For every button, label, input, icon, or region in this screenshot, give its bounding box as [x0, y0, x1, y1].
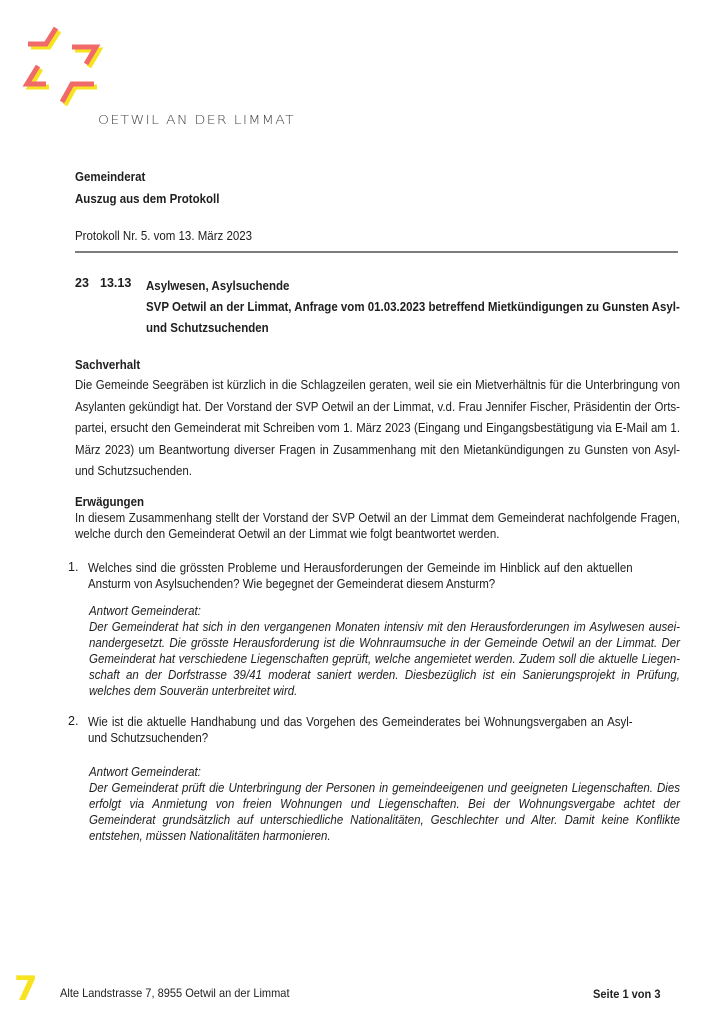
- question-number: 2.: [68, 714, 79, 728]
- page-number: Seite 1 von 3: [593, 987, 661, 1001]
- section-heading: Sachverhalt: [75, 358, 141, 372]
- header-divider: [75, 251, 678, 253]
- section-sachverhalt: [75, 355, 680, 483]
- answer-1: [89, 603, 680, 699]
- document-type: Auszug aus dem Protokoll: [75, 192, 220, 206]
- issuing-body: Gemeinderat: [75, 170, 146, 184]
- answer-label: Antwort Gemeinderat:: [89, 604, 201, 618]
- protocol-reference: Protokoll Nr. 5. vom 13. März 2023: [75, 229, 253, 243]
- question-text: Wie ist die aktuelle Handhabung und das Vorgehen des Gemeinderates bei Wohnungsvergaben an Asyl- und Schutzsuchenden?: [88, 715, 633, 745]
- logo-wordmark: OETWIL AN DER LIMMAT: [98, 112, 295, 127]
- agenda-item-number: 23: [75, 276, 89, 290]
- answer-label: Antwort Gemeinderat:: [89, 765, 201, 779]
- agenda-item-title: Asylwesen, Asylsuchende: [146, 279, 290, 293]
- section-body: In diesem Zusammenhang stellt der Vorstand der SVP Oetwil an der Limmat dem Gemeinderat nachfolgende Fragen, welche durch den Gemeinderat Oetwil an der Limmat wie folgt beantwortet werden.: [75, 511, 681, 541]
- section-body: Die Gemeinde Seegräben ist kürzlich in die Schlagzeilen geraten, weil sie ein Mietverhältnis für die Unterbringung von Asylanten gekündigt hat. Der Vorstand der SVP Oetwil an der Limmat, v.d. Frau Jennifer Fischer, Präsidentin der Orts-partei, ersucht den Gemeinderat mit Schreiben vom 1. März 2023 (Eingang und Eingangsbestätigung via E-Mail am 1. März 2023) um Beantwortung diverser Fragen in Zusammenhang mit den Mietankündigungen zu Gunsten von Asyl- und Schutzsuchenden.: [75, 378, 681, 478]
- answer-text: Der Gemeinderat prüft die Unterbringung der Personen in gemeindeeigenen und geeigneten Liegenschaften. Dies erfolgt via Anmietung von freien Wohnungen und Liegenschaften. Bei der Wohnungsvergabe achtet der Gemeinderat grundsätzlich auf unterschiedliche Nationalitäten, Geschlechter und Alter. Damit keine Konflikte entstehen, müssen Nationalitäten harmonieren.: [89, 781, 681, 843]
- answer-2: [89, 764, 680, 844]
- agenda-item-subject-line1: SVP Oetwil an der Limmat, Anfrage vom 01.03.2023 betreffend Mietkündigungen zu Gunsten Asyl-: [146, 300, 680, 314]
- footer-mark-icon: 7: [14, 969, 38, 1009]
- question-number: 1.: [68, 560, 79, 574]
- answer-text: Der Gemeinderat hat sich in den vergangenen Monaten intensiv mit den Herausforderungen im Asylwesen ausei-nandergesetzt. Die grösste Herausforderung ist die Wohnraumsuche in der Gemeinde Oetwil an der Limmat. Der Gemeinderat hat verschiedene Liegenschaften geprüft, welche angemietet werden. Zudem soll die aktuelle Liegen-schaft an der Dorfstrasse 39/41 moderat saniert werden. Diesbezüglich ist ein Sanierungsprojekt in Prüfung, welches dem Souverän unterbreitet wird.: [89, 620, 681, 698]
- section-heading: Erwägungen: [75, 495, 145, 509]
- question-text: Welches sind die grössten Probleme und Herausforderungen der Gemeinde im Hinblick auf den aktuellen Ansturm von Asylsuchenden? Wie begegnet der Gemeinderat diesem Ansturm?: [88, 561, 633, 591]
- municipality-logo: [18, 22, 318, 127]
- footer-address: Alte Landstrasse 7, 8955 Oetwil an der Limmat: [60, 986, 290, 1000]
- agenda-item-code: 13.13: [100, 276, 132, 290]
- logo-mark-icon: [18, 22, 108, 112]
- agenda-item-subject-line2: und Schutzsuchenden: [146, 321, 269, 335]
- section-erwaegungen: [75, 494, 680, 542]
